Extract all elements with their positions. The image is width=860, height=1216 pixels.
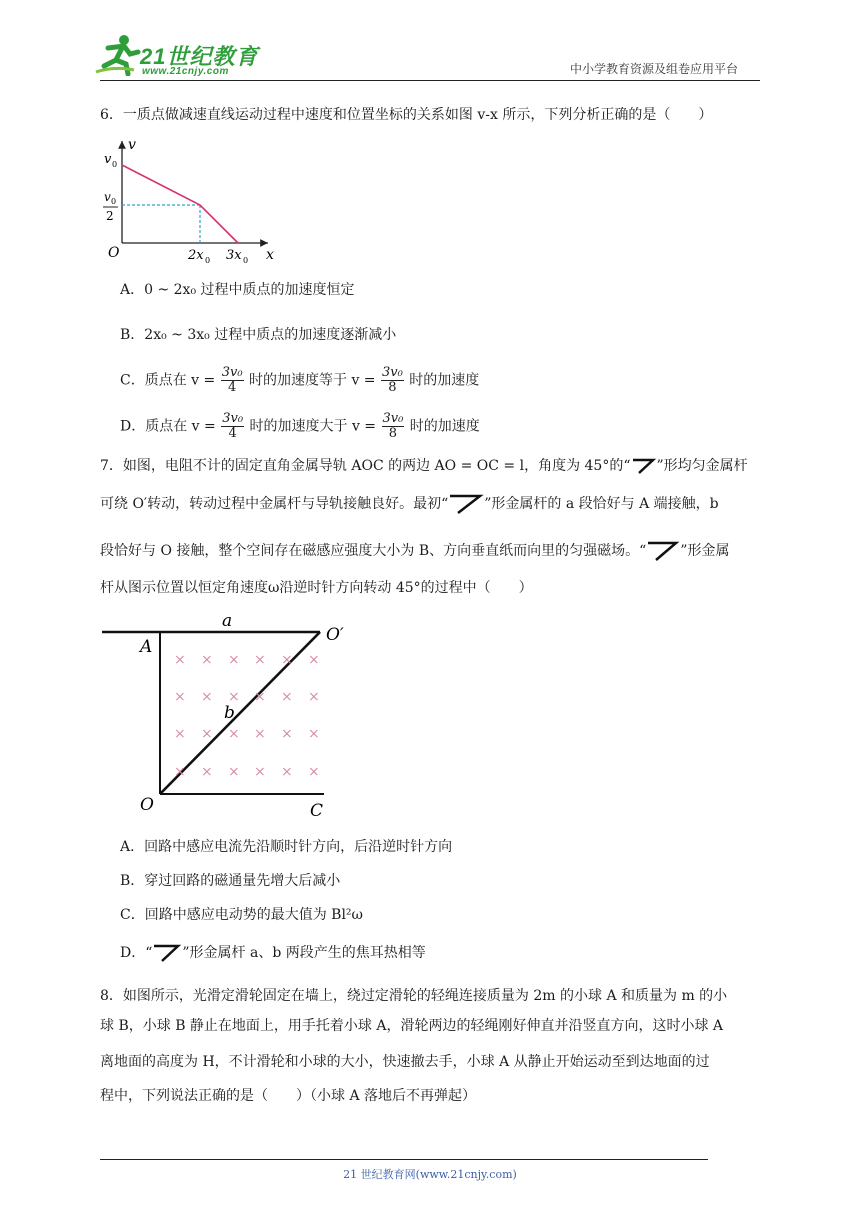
q6-c-frac1: $\frac{\text{3v₀}}{4}$ xyxy=(221,365,243,395)
q7-label-A: A xyxy=(140,637,153,657)
field-cross-mark: × xyxy=(254,689,266,705)
footer-text: 21 世纪教育网(www.21cnjy.com) xyxy=(343,1168,517,1181)
logo-url: www.21cnjy.com xyxy=(142,66,229,77)
q6-option-b: B．2x₀ ~ 3x₀ 过程中质点的加速度逐渐减小 xyxy=(120,327,397,343)
field-cross-mark: × xyxy=(174,652,186,668)
field-cross-mark: × xyxy=(228,764,240,780)
q8-line-4: 程中，下列说法正确的是（ ）（小球 A 落地后不再弹起） xyxy=(100,1088,477,1104)
q6-c-frac2: $\frac{\text{3v₀}}{8}$ xyxy=(382,365,403,395)
field-cross-mark: × xyxy=(201,689,213,705)
field-cross-mark: × xyxy=(201,726,213,742)
q6-d-frac2: $\frac{\text{3v₀}}{8}$ xyxy=(382,411,404,441)
header xyxy=(0,0,860,90)
q6-d-frac1: $\frac{\text{3v₀}}{4}$ xyxy=(222,411,244,441)
header-rule xyxy=(100,80,760,81)
q7-option-b: B．穿过回路的磁通量先增大后减小 xyxy=(120,873,341,889)
q6-option-c xyxy=(120,366,479,395)
q7-line-4: 杆从图示位置以恒定角速度ω沿逆时针方向转动 45°的过程中（ ） xyxy=(100,580,533,596)
field-cross-mark: × xyxy=(281,689,293,705)
field-cross-mark: × xyxy=(281,764,293,780)
q7-line-3: 段恰好与 O 接触，整个空间存在磁感应强度大小为 B、方向垂直纸而向里的匀强磁场。“ ”形金属 xyxy=(100,540,729,562)
field-cross-mark: × xyxy=(254,726,266,742)
bent-rod-icon xyxy=(631,457,657,475)
q7-label-a: a xyxy=(222,611,233,631)
q6-stem: 6．一质点做减速直线运动过程中速度和位置坐标的关系如图 v-x 所示，下列分析正确的是（ ） xyxy=(100,107,713,123)
q7-magnetic-field xyxy=(174,652,320,780)
bent-rod-icon xyxy=(646,540,680,562)
q6-v0-sub: 0 xyxy=(112,160,118,169)
q8-line-1: 8．如图所示，光滑定滑轮固定在墙上，绕过定滑轮的轻绳连接质量为 2m 的小球 A 和质量为 m 的小 xyxy=(100,988,728,1004)
q7-label-C: C xyxy=(310,801,324,821)
runner-logo-icon xyxy=(94,34,142,76)
field-cross-mark: × xyxy=(281,652,293,668)
field-cross-mark: × xyxy=(228,652,240,668)
q6-v0half-den: 2 xyxy=(106,209,114,223)
q6-velocity-line xyxy=(122,165,238,243)
q6-option-a: A．0 ~ 2x₀ 过程中质点的加速度恒定 xyxy=(120,282,355,298)
logo-title: 21世纪教育 xyxy=(140,44,259,69)
q6-c-pre: C．质点在 v = xyxy=(120,372,216,389)
q6-x-axis-label: x xyxy=(266,247,274,263)
q6-origin-label: O xyxy=(108,245,120,261)
field-cross-mark: × xyxy=(201,652,213,668)
q7-option-d: D．“ ”形金属杆 a、b 两段产生的焦耳热相等 xyxy=(120,945,426,961)
q7-rail-diagram xyxy=(98,610,368,825)
q6-v0half-sub: 0 xyxy=(111,197,117,206)
q8-line-2: 球 B，小球 B 静止在地面上，用手托着小球 A，滑轮两边的轻绳刚好伸直并沿竖直方向，这时小球 A xyxy=(100,1018,724,1034)
q6-v0half-num: v xyxy=(104,190,111,204)
q6-v0-label: v xyxy=(104,152,112,167)
field-cross-mark: × xyxy=(228,726,240,742)
q6-d-mid: 时的加速度大于 v = xyxy=(249,418,377,435)
field-cross-mark: × xyxy=(174,689,186,705)
q7-line-2: 可绕 O′转动，转动过程中金属杆与导轨接触良好。最初“ ”形金属杆的 a 段恰好与 A 端接触，b xyxy=(100,493,719,515)
q7-option-c: C．回路中感应电动势的最大值为 Bl²ω xyxy=(120,907,363,923)
q6-3x0-sub: 0 xyxy=(243,256,249,265)
q7-label-b: b xyxy=(224,703,235,723)
footer-rule xyxy=(100,1159,708,1160)
q7-line-1: 7．如图，电阻不计的固定直角金属导轨 AOC 的两边 AO = OC = l，角度为 45°的“ ”形均匀金属杆 xyxy=(100,458,748,474)
q6-d-pre: D．质点在 v = xyxy=(120,418,216,435)
platform-title: 中小学教育资源及组卷应用平台 xyxy=(570,62,739,76)
q6-2x0-label: 2x xyxy=(188,248,204,263)
field-cross-mark: × xyxy=(308,764,320,780)
q6-option-d xyxy=(120,412,480,441)
bent-rod-icon xyxy=(152,943,182,963)
q7-label-O-prime: O′ xyxy=(326,625,344,645)
q7-label-O: O xyxy=(140,795,154,815)
field-cross-mark: × xyxy=(308,726,320,742)
q6-3x0-label: 3x xyxy=(226,248,242,263)
field-cross-mark: × xyxy=(228,689,240,705)
field-cross-mark: × xyxy=(174,764,186,780)
field-cross-mark: × xyxy=(201,764,213,780)
field-cross-mark: × xyxy=(281,726,293,742)
q6-d-post: 时的加速度 xyxy=(409,418,480,435)
q7-option-a: A．回路中感应电流先沿顺时针方向，后沿逆时针方向 xyxy=(120,839,453,855)
q6-y-axis-label: v xyxy=(128,137,136,153)
bent-rod-icon xyxy=(448,493,484,515)
field-cross-mark: × xyxy=(254,764,266,780)
field-cross-mark: × xyxy=(308,689,320,705)
field-cross-mark: × xyxy=(254,652,266,668)
field-cross-mark: × xyxy=(308,652,320,668)
field-cross-mark: × xyxy=(174,726,186,742)
q6-c-mid: 时的加速度等于 v = xyxy=(249,372,376,389)
q6-2x0-sub: 0 xyxy=(205,256,211,265)
q6-c-post: 时的加速度 xyxy=(409,372,480,389)
q6-vx-graph xyxy=(98,135,288,270)
q8-line-3: 离地面的高度为 H，不计滑轮和小球的大小，快速撤去手，小球 A 从静止开始运动至到达地面的过 xyxy=(100,1054,710,1070)
